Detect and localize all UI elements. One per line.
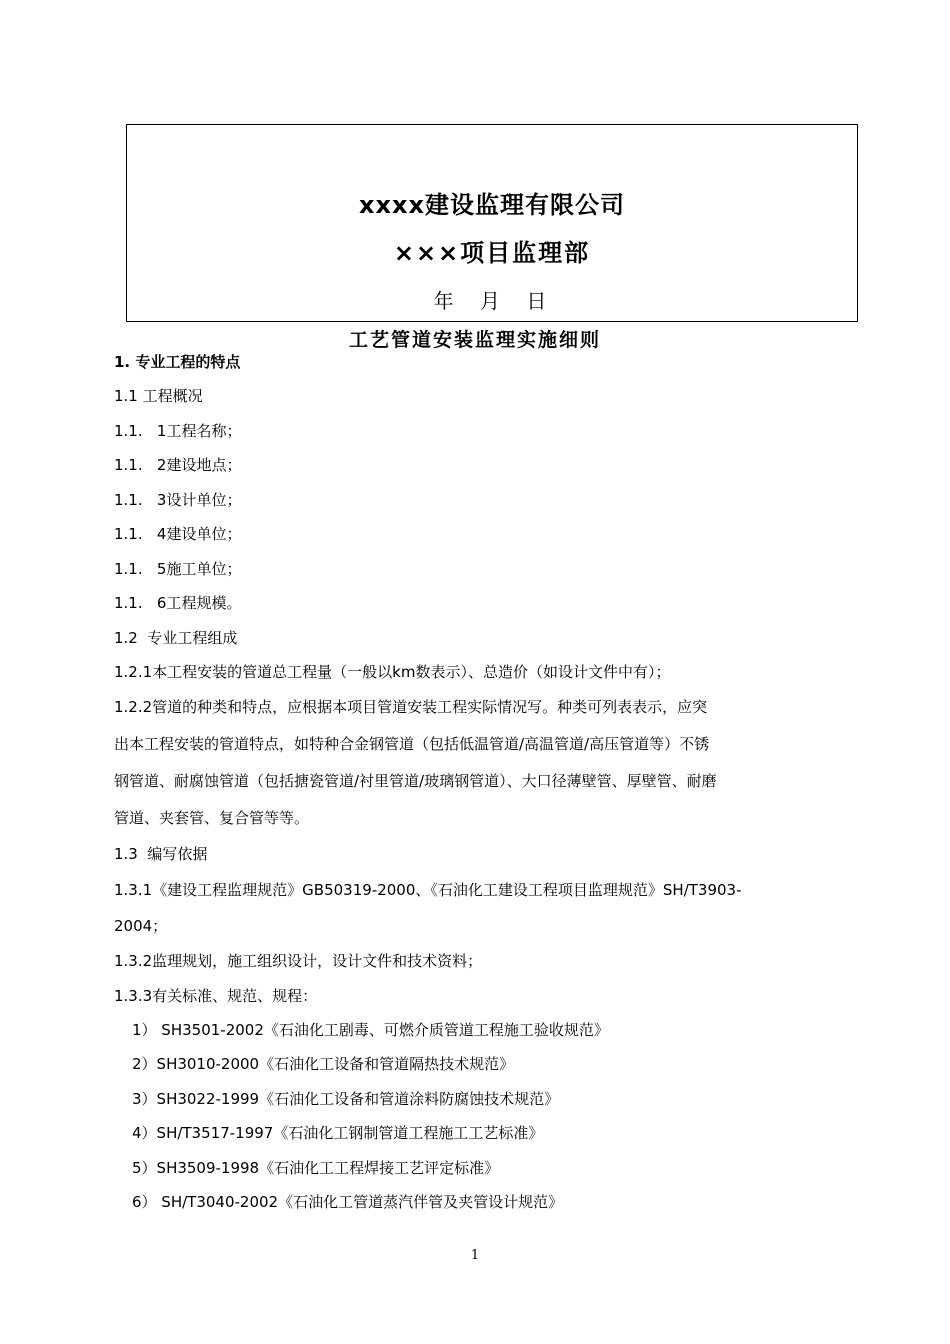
paragraph-line: 1.3.3有关标准、规范、规程： (114, 987, 318, 1005)
company-name: xxxx建设监理有限公司 (359, 191, 625, 219)
paragraph-line: 钢管道、耐腐蚀管道（包括搪瓷管道/衬里管道/玻璃钢管道）、大口径薄壁管、厚壁管、耐磨 (114, 772, 717, 790)
paragraph-line: 1.3.1《建设工程监理规范》GB50319-2000、《石油化工建设工程项目监理规范》SH/T3903- (114, 881, 742, 899)
standard-item: 5）SH3509-1998《石油化工工程焊接工艺评定标准》 (132, 1159, 500, 1177)
list-item: 1.1. 3设计单位； (114, 491, 242, 509)
subsection-heading: 1.2 专业工程组成 (114, 629, 238, 647)
header-box (126, 124, 858, 322)
standard-item: 6） SH/T3040-2002《石油化工管道蒸汽伴管及夹管设计规范》 (132, 1193, 564, 1211)
list-item: 1.1. 4建设单位； (114, 525, 242, 543)
subsection-heading: 1.1 工程概况 (114, 387, 203, 405)
standard-item: 1） SH3501-2002《石油化工剧毒、可燃介质管道工程施工验收规范》 (132, 1021, 609, 1039)
paragraph-line: 2004； (114, 917, 168, 935)
paragraph-line: 1.3.2监理规划，施工组织设计，设计文件和技术资料； (114, 952, 483, 970)
subsection-heading: 1.3 编写依据 (114, 845, 208, 863)
date-line: 年 月 日 (433, 289, 551, 313)
paragraph-line: 1.2.2管道的种类和特点，应根据本项目管道安装工程实际情况写。种类可列表表示，应突 (114, 698, 708, 716)
list-item: 1.1. 5施工单位； (114, 560, 242, 578)
list-item: 1.1. 2建设地点； (114, 456, 242, 474)
paragraph-line: 1.2.1本工程安装的管道总工程量（一般以km数表示）、总造价（如设计文件中有）； (114, 663, 671, 681)
standard-item: 2）SH3010-2000《石油化工设备和管道隔热技术规范》 (132, 1055, 515, 1073)
page-number: 1 (470, 1248, 480, 1263)
list-item: 1.1. 6工程规模。 (114, 594, 242, 612)
section-heading: 1. 专业工程的特点 (114, 353, 241, 371)
list-item: 1.1. 1工程名称； (114, 422, 242, 440)
department-name: ×××项目监理部 (393, 239, 591, 267)
standard-item: 3）SH3022-1999《石油化工设备和管道涂料防腐蚀技术规范》 (132, 1090, 560, 1108)
document-title: 工艺管道安装监理实施细则 (348, 329, 601, 351)
paragraph-line: 管道、夹套管、复合管等等。 (114, 809, 310, 827)
standard-item: 4）SH/T3517-1997《石油化工钢制管道工程施工工艺标准》 (132, 1124, 544, 1142)
paragraph-line: 出本工程安装的管道特点，如特种合金钢管道（包括低温管道/高温管道/高压管道等）不锈 (114, 735, 710, 753)
